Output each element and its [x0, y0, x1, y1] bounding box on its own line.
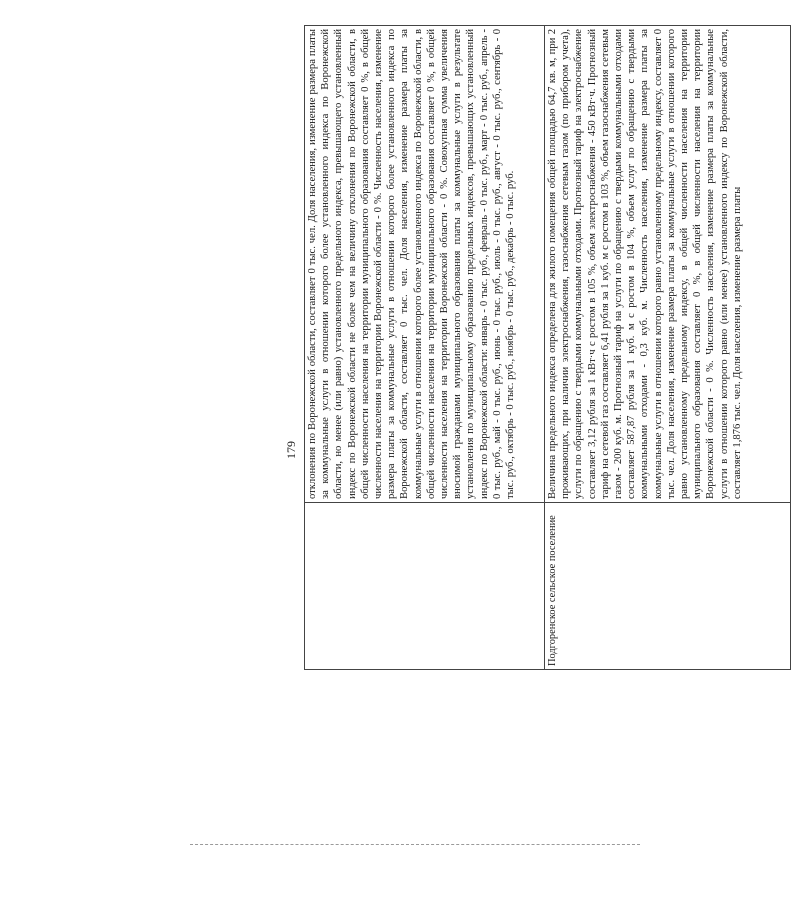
page-number: 179 [284, 441, 298, 459]
municipality-cell [305, 503, 545, 670]
description-cell: отклонения по Воронежской области, составляет 0 тыс. чел. Доля населения, изменение размера платы за коммунальные услуги в отношении которого более установленного индекса по Воронежской области, но менее (или равно) установленного предельного индекса, превышающего установленный индекс по Воронежской области не более чем на величину отклонения по Воронежской области, в общей численности населения на территории муниципального образования составляет 0 %, в общей численности населения на территории Воронежской области - 0 %. Численность населения, изменение размера платы за коммунальные услуги в отношении которого более установленного индекса по Воронежской области, составляет 0 тыс. чел. Доля населения, изменение размера платы за коммунальные услуги в отношении которого более установленного индекса по Воронежской области, в общей численности населения на территории муниципального образования составляет 0 %, в общей численности населения на территории Воронежской области - 0 %. Совокупная сумма увеличения вносимой гражданами муниципального образования платы за коммунальные услуги в результате установления по муниципальному образованию предельных индексов, превышающих установленный индекс по Воронежской области: январь - 0 тыс. руб., февраль - 0 тыс. руб., март - 0 тыс. руб., апрель - 0 тыс. руб., май - 0 тыс. руб., июнь - 0 тыс. руб., июль - 0 тыс. руб., август - 0 тыс. руб., сентябрь - 0 тыс. руб., октябрь - 0 тыс. руб., ноябрь - 0 тыс. руб., декабрь - 0 тыс. руб. [305, 26, 545, 503]
municipality-cell: Подгоренское сельское поселение [545, 503, 791, 670]
document-table [304, 25, 791, 670]
table-row [545, 26, 791, 670]
scan-edge-line [190, 844, 640, 845]
table-row [305, 26, 545, 670]
description-cell: Величина предельного индекса определена для жилого помещения общей площадью 64,7 кв. м, при 2 проживающих, при наличии электроснабжения, газоснабжения сетевым газом (по прибором учета), услуги по обращению с твердыми коммунальными отходами. Прогнозный тариф на электроснабжение составляет 3,12 рубля за 1 кВт·ч с ростом в 105 %, объем электроснабжения - 450 кВт·ч. Прогнозный тариф на сетевой газ составляет 6,41 рубля за 1 куб. м с ростом в 103 %, объем газоснабжения сетевым газом - 200 куб. м. Прогнозный тариф на услуги по обращению с твердыми коммунальными отходами составляет 587,87 рубля за 1 куб. м с ростом в 104 %, объем услуг по обращению с твердыми коммунальными отходами - 0,3 куб. м. Численность населения, изменение размера платы за коммунальные услуги в отношении которого равно установленному предельному индексу, составляет 0 тыс. чел. Доля населения, изменение размера платы за коммунальные услуги в отношении которого равно установленному предельному индексу, в общей численности населения на территории муниципального образования составляет 0 %, в общей численности населения на территории Воронежской области - 0 %. Численность населения, изменение размера платы за коммунальные услуги в отношении которого равно (или менее) установленного индексу по Воронежской области, составляет 1,876 тыс. чел. Доля населения, изменение размера платы [545, 26, 791, 503]
